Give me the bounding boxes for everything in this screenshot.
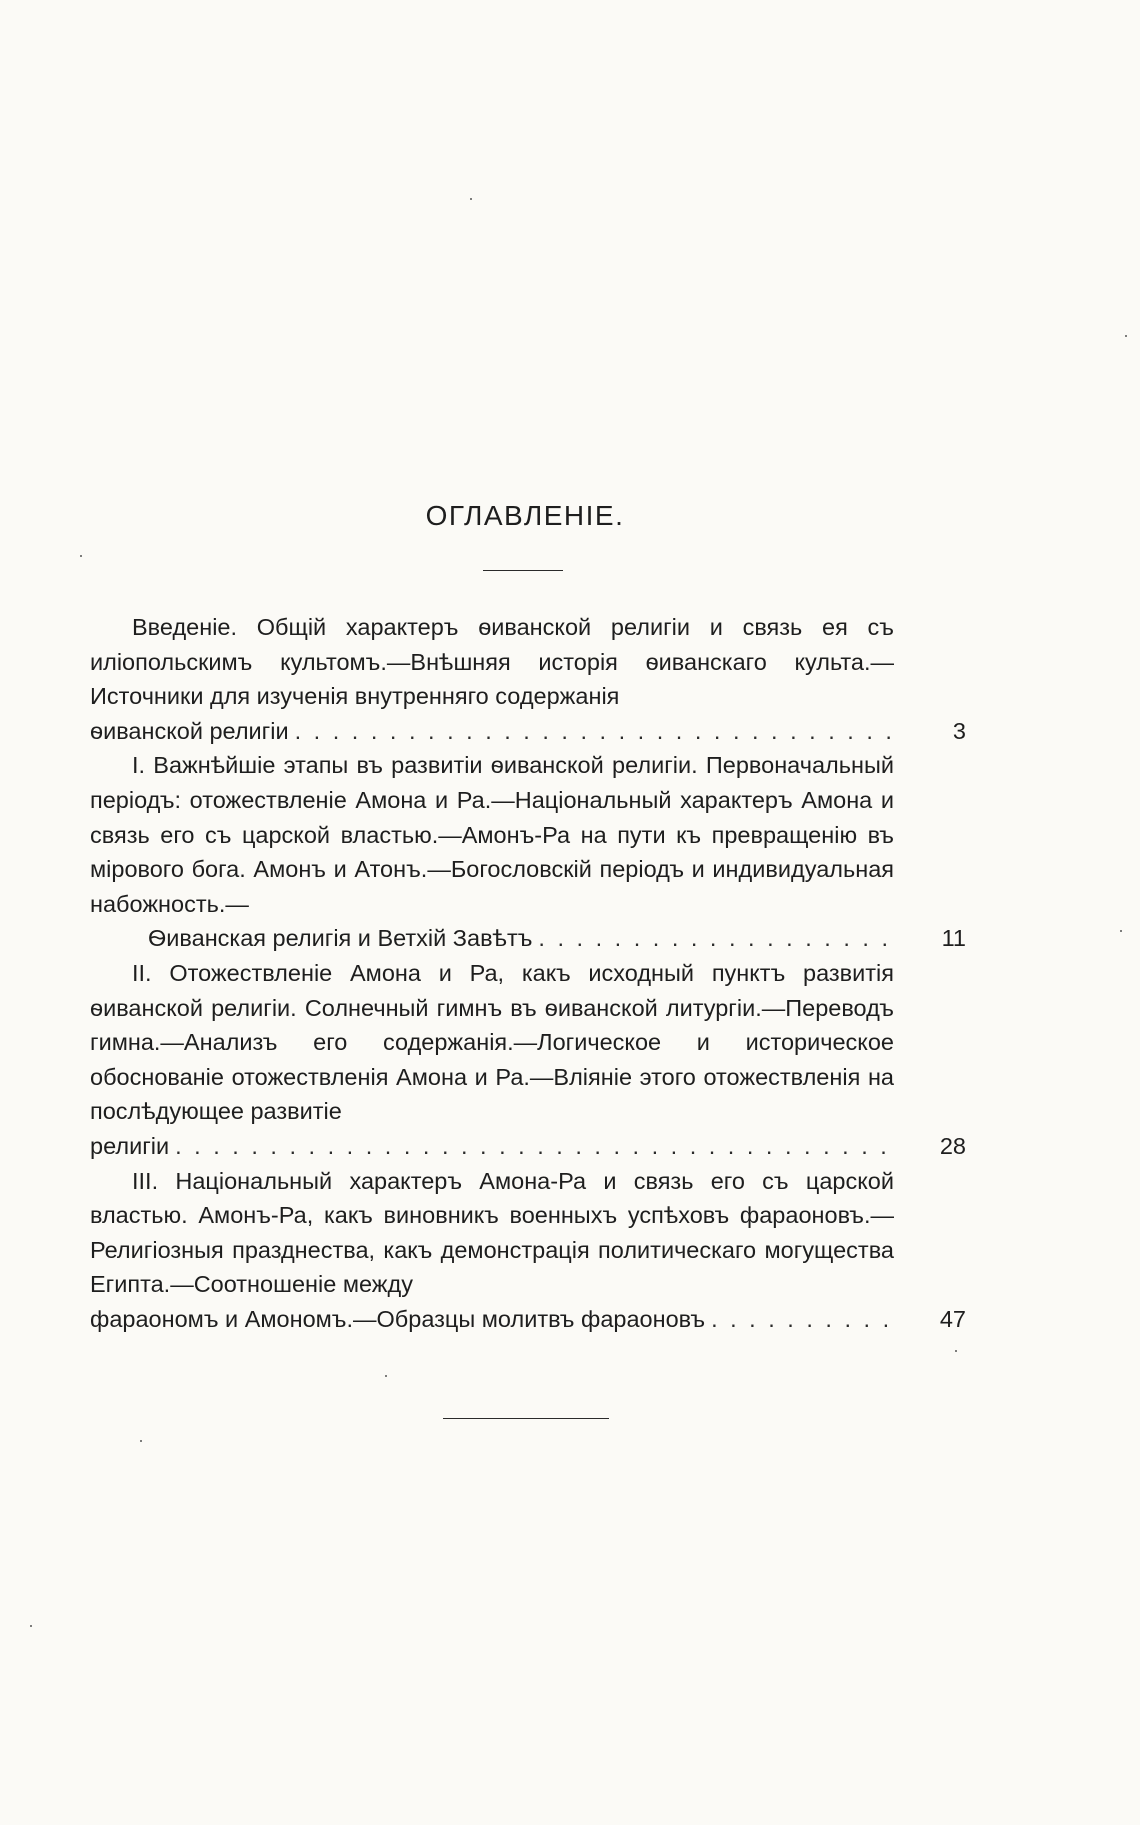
paper-speck <box>385 1375 387 1377</box>
dot-leader <box>532 921 894 956</box>
title-divider <box>483 570 563 571</box>
toc-entry-last-line <box>90 921 894 956</box>
paper-speck <box>955 1350 957 1352</box>
dot-leader <box>289 714 894 749</box>
paper-speck <box>140 1440 142 1442</box>
page-title: ОГЛАВЛЕНIЕ. <box>425 500 625 531</box>
toc-page-number: 11 <box>941 925 966 952</box>
toc-entry-last-line <box>90 1129 894 1164</box>
toc-entry-text: I. Важнѣйшiе этапы въ развитiи ѳиванской религiи. Первоначальный перiодъ: отожествленiе Амона и Ра.—Нацiональный характеръ Амона и связь его съ царской властью.—Амонъ-Ра на пути къ превращенiю въ мiрового бога. Амонъ и Атонъ.—Богословскiй перiодъ и индивидуальная набожность.— <box>90 752 894 917</box>
toc-entry-last-text: Ѳиванская религiя и Ветхiй Завѣтъ <box>148 925 533 952</box>
paper-speck <box>80 555 82 557</box>
toc-entry-chapter-2 <box>90 956 966 1164</box>
dot-leader <box>169 1129 894 1164</box>
paper-speck <box>1120 930 1122 932</box>
dot-leader <box>705 1302 894 1337</box>
toc-entry-chapter-1 <box>90 748 966 956</box>
toc-entry-last-line <box>90 1302 894 1337</box>
toc-page-number: 28 <box>939 1132 966 1159</box>
toc-entry-chapter-3 <box>90 1164 966 1337</box>
table-of-contents <box>90 610 966 1336</box>
paper-speck <box>30 1625 32 1627</box>
toc-page-number: 47 <box>939 1305 966 1332</box>
toc-entry-last-line <box>90 714 894 749</box>
toc-entry-text: III. Нацiональный характеръ Амона-Ра и связь его съ царской властью. Амонъ-Ра, какъ виновникъ военныхъ успѣховъ фараоновъ.—Религiозныя празднества, какъ демонстрацiя политическаго могущества Египта.—Соотношенiе между <box>90 1167 894 1298</box>
toc-page-number: 3 <box>952 717 966 744</box>
bottom-divider <box>443 1418 609 1419</box>
toc-entry-text: II. Отожествленiе Амона и Ра, какъ исходный пунктъ развитiя ѳиванской религiи. Солнечный гимнъ въ ѳиванской литургiи.—Переводъ гимна.—Анализъ его содержанiя.—Логическое и историческое обоснованiе отожествленiя Амона и Ра.—Влiянiе этого отожествленiя на послѣдующее развитiе <box>90 959 894 1125</box>
toc-entry-last-text: ѳиванской религiи <box>90 717 289 744</box>
toc-entry-introduction <box>90 610 966 748</box>
toc-entry-last-text: фараономъ и Амономъ.—Образцы молитвъ фараоновъ <box>90 1305 706 1332</box>
paper-speck <box>470 198 472 200</box>
toc-entry-last-text: религiи <box>90 1132 170 1159</box>
paper-speck <box>1125 335 1127 337</box>
toc-entry-text: Введенiе. Общiй характеръ ѳиванской религiи и связь ея съ илiопольскимъ культомъ.—Внѣшняя исторiя ѳиванскаго культа.—Источники для изученiя внутренняго содержанiя <box>90 614 894 710</box>
